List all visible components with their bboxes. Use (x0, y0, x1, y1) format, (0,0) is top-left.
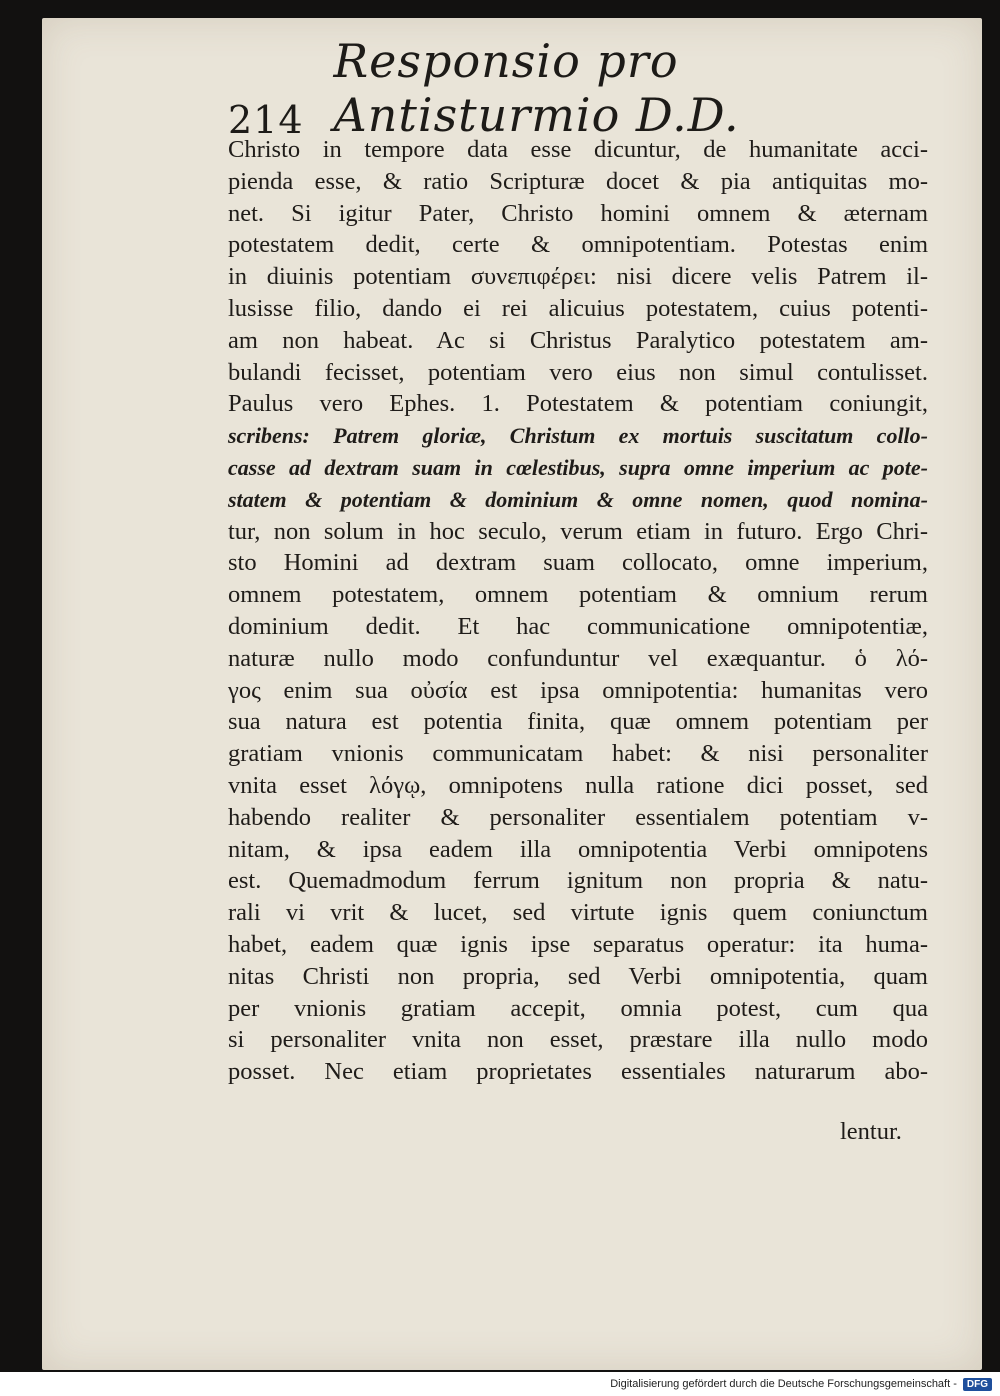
text-line: posset. Nec etiam proprietates essentiales naturarum abo- (228, 1058, 928, 1086)
catchword: lentur. (840, 1118, 902, 1145)
text-line: net. Si igitur Pater, Christo homini omnem & æternam (228, 199, 928, 227)
dfg-logo: DFG (963, 1378, 992, 1391)
text-line-italic: statem & potentiam & dominium & omne nomen, quod nomina- (228, 486, 928, 512)
text-line: sto Homini ad dextram suam collocato, omne imperium, (228, 549, 928, 577)
page-number: 214 (228, 98, 304, 142)
text-line: gratiam vnionis communicatam habet: & nisi personaliter (228, 740, 928, 768)
text-line: habendo realiter & personaliter essentialem potentiam v- (228, 803, 928, 831)
text-line: si personaliter vnita non esset, præstare illa nullo modo (228, 1026, 928, 1054)
text-line: potestatem dedit, certe & omnipotentiam. Potestas enim (228, 231, 928, 259)
text-line: pienda esse, & ratio Scripturæ docet & pia antiquitas mo- (228, 167, 928, 195)
text-line: bulandi fecisset, potentiam vero eius non simul contulisset. (228, 358, 928, 386)
funding-credit: Digitalisierung gefördert durch die Deutsche Forschungsgemeinschaft - (610, 1378, 957, 1390)
text-line: Paulus vero Ephes. 1. Potestatem & potentiam coniungit, (228, 390, 928, 418)
text-line: est. Quemadmodum ferrum ignitum non propria & natu- (228, 867, 928, 895)
text-line-italic: scribens: Patrem gloriæ, Christum ex mortuis suscitatum collo- (228, 423, 928, 449)
running-title: Responsio pro Antisturmio D.D. (333, 34, 740, 142)
text-line: per vnionis gratiam accepit, omnia potest, cum qua (228, 994, 928, 1022)
text-line: dominium dedit. Et hac communicatione omnipotentiæ, (228, 612, 928, 640)
digitization-footer (0, 1372, 1000, 1396)
text-line: omnem potestatem, omnem potentiam & omnium rerum (228, 581, 928, 609)
text-line: tur, non solum in hoc seculo, verum etiam in futuro. Ergo Chri- (228, 517, 928, 545)
text-line: am non habeat. Ac si Christus Paralytico potestatem am- (228, 326, 928, 354)
text-line: γος enim sua οὐσία est ipsa omnipotentia: humanitas vero (228, 676, 928, 704)
text-line: naturæ nullo modo confunduntur vel exæquantur. ὁ λό- (228, 644, 928, 672)
text-line: nitas Christi non propria, sed Verbi omnipotentia, quam (228, 962, 928, 990)
text-line: habet, eadem quæ ignis ipse separatus operatur: ita huma- (228, 930, 928, 958)
body-text (228, 134, 928, 1088)
text-line-italic: casse ad dextram suam in cœlestibus, supra omne imperium ac pote- (228, 454, 928, 480)
text-line: nitam, & ipsa eadem illa omnipotentia Verbi omnipotens (228, 835, 928, 863)
text-line: vnita esset λόγῳ, omnipotens nulla ratione dici posset, sed (228, 771, 928, 799)
text-line: in diuinis potentiam συνεπιφέρει: nisi dicere velis Patrem il- (228, 263, 928, 291)
text-line: rali vi vrit & lucet, sed virtute ignis quem coniunctum (228, 899, 928, 927)
page-header (228, 34, 918, 142)
text-line: lusisse filio, dando ei rei alicuius potestatem, cuius potenti- (228, 294, 928, 322)
text-line: sua natura est potentia finita, quæ omnem potentiam per (228, 708, 928, 736)
text-line: Christo in tempore data esse dicuntur, de humanitate acci- (228, 136, 928, 163)
